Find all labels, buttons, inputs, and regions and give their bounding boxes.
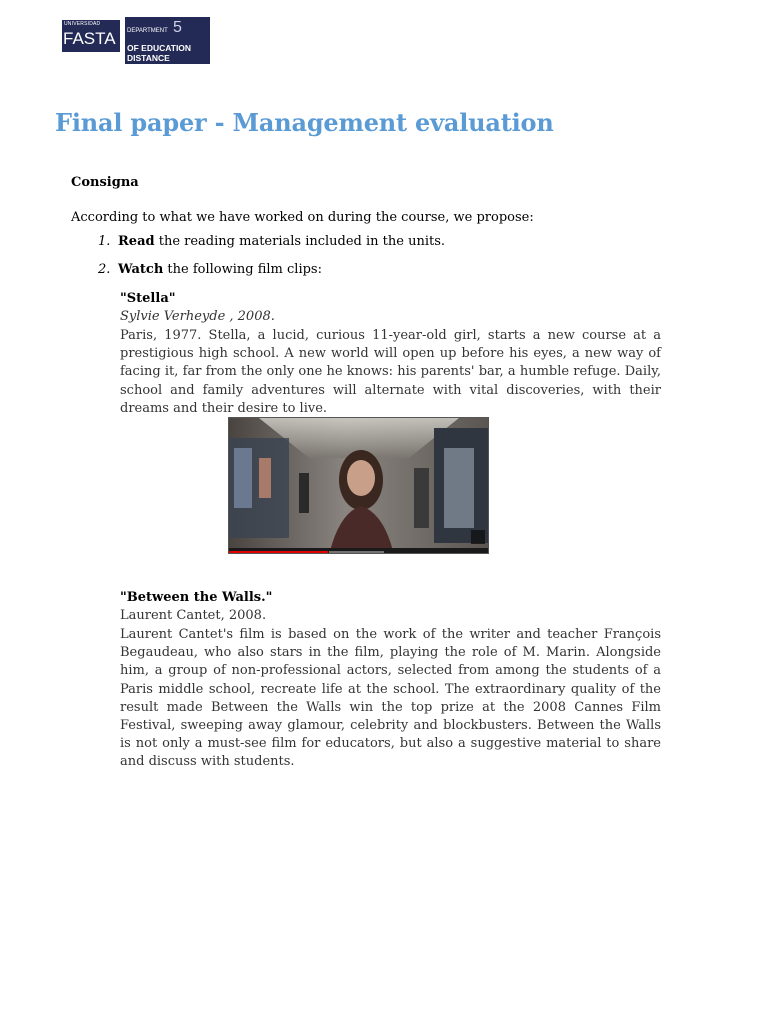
list-keyword: Watch — [118, 262, 164, 277]
university-logo — [62, 20, 120, 52]
film-meta-stella: Sylvie Verheyde , 2008. — [120, 309, 275, 324]
film-title-stella: "Stella" — [120, 291, 176, 306]
department-logo — [125, 17, 210, 64]
logo-fasta-text: FASTA — [63, 29, 116, 48]
logo-education-label: OF EDUCATION — [127, 43, 192, 53]
logo-university-label: UNIVERSIDAD — [64, 21, 101, 27]
section-heading: Consigna — [71, 175, 139, 190]
logo-department-label: DEPARTMENT — [127, 28, 168, 34]
video-player[interactable] — [228, 417, 489, 554]
list-item-read — [98, 234, 445, 249]
logo-department-number: 5 — [173, 19, 182, 36]
video-buffer-bar — [329, 551, 384, 553]
list-item-watch — [98, 262, 322, 277]
film-description-between-the-walls: Laurent Cantet's film is based on the work of the writer and teacher François Begaudeau, who also stars in the film, playing the role of M. Marin. Alongside him, a group of non-professional actors, selected from among the students of a Paris middle school, recreate life at the school. The extraordinary quality of the result made Between the Walls win the top prize at the 2008 Cannes Film Festival, sweeping away glamour, celebrity and blockbusters. Between the Walls is not only a must-see film for educators, but also a suggestive material to share and discuss with students. — [120, 627, 661, 770]
list-number: 1. — [98, 234, 111, 249]
list-keyword: Read — [118, 234, 155, 249]
film-title-between-the-walls: "Between the Walls." — [120, 590, 273, 605]
video-progress-bar[interactable] — [229, 551, 328, 554]
intro-paragraph: According to what we have worked on during the course, we propose: — [71, 210, 534, 225]
film-description-stella: Paris, 1977. Stella, a lucid, curious 11-year-old girl, starts a new course at a prestigious high school. A new world will open up before his eyes, a new way of facing it, far from the only one he knows: his parents' bar, a humble refuge. Daily, school and family adventures will alternate with vital discoveries, with their dreams and their desire to live. — [120, 328, 661, 416]
page-title: Final paper - Management evaluation — [55, 108, 554, 137]
list-number: 2. — [98, 262, 111, 277]
logo-distance-label: DISTANCE — [127, 53, 170, 63]
film-meta-between-the-walls: Laurent Cantet, 2008. — [120, 608, 267, 623]
list-text: the reading materials included in the units. — [154, 234, 446, 249]
video-frame — [229, 418, 489, 554]
fullscreen-icon[interactable] — [471, 530, 485, 544]
list-text: the following film clips: — [163, 262, 322, 277]
